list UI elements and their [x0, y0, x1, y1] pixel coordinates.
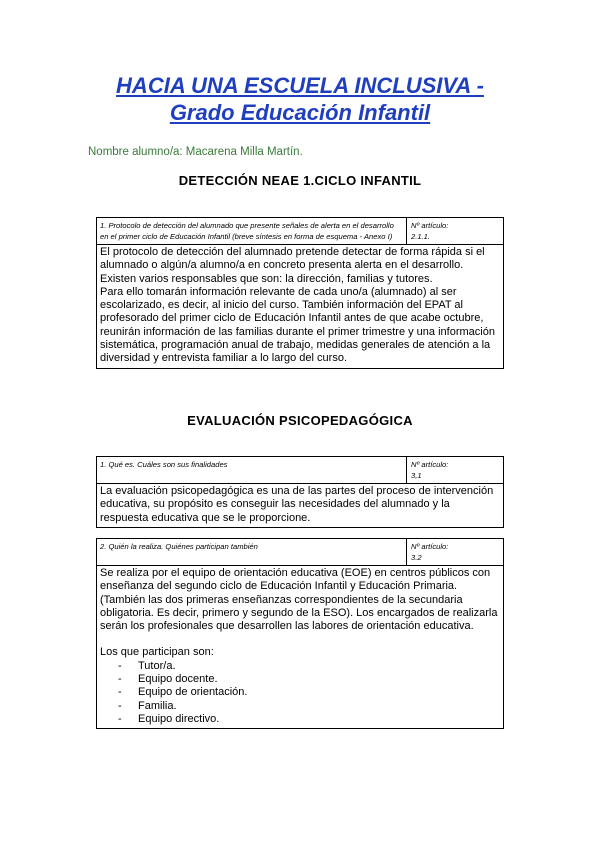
- title-line-1: HACIA UNA ESCUELA INCLUSIVA -: [116, 73, 484, 98]
- article-label: Nº artículo:: [411, 221, 449, 230]
- box-header: [97, 539, 503, 566]
- box-header: [97, 218, 503, 245]
- list-item: - Equipo directivo.: [118, 713, 500, 726]
- list-item: - Equipo de orientación.: [118, 686, 500, 699]
- paragraph: El protocolo de detección del alumnado pretende detectar de forma rápida si el alumnado o algún/a alumno/a en concreto presenta alerta en el desarrollo.: [100, 246, 485, 272]
- box-body: [97, 484, 503, 527]
- deteccion-box: [96, 217, 504, 369]
- student-name: Nombre alumno/a: Macarena Milla Martín.: [88, 146, 303, 158]
- section-heading-deteccion: DETECCIÓN NEAE 1.CICLO INFANTIL: [178, 173, 422, 188]
- box-header: [97, 457, 503, 484]
- article-cell: [407, 539, 503, 565]
- article-number: 2.1.1.: [411, 232, 430, 241]
- article-number: 3,1: [411, 471, 422, 480]
- section-heading-evaluacion: EVALUACIÓN PSICOPEDAGÓGICA: [187, 413, 413, 428]
- participants-list: [100, 660, 500, 726]
- article-cell: [407, 457, 503, 483]
- box-question: 1. Protocolo de detección del alumnado que presente señales de alerta en el desarrollo en el primer ciclo de Educación Infantil (breve síntesis en forma de esquema - Anexo I): [97, 218, 407, 244]
- paragraph: Existen varios responsables que son: la dirección, familias y tutores.: [100, 272, 433, 285]
- paragraph: La evaluación psicopedagógica es una de las partes del proceso de intervención educativa, su propósito es conseguir las necesidades del alumnado y la respuesta educativa que se le proporcione.: [100, 485, 494, 524]
- evaluacion-box-2: [96, 538, 504, 729]
- paragraph: Para ello tomarán información relevante de cada uno/a (alumnado) al ser escolarizado, es decir, al inicio del curso. También información del EPAT al profesorado del primer ciclo de Educación Infantil antes de que acabe octubre, reunirán información de las familias durante el primer trimestre y una información sistemática, programación anual de trabajo, medidas generales de atención a la diversidad y entrevista familiar a lo largo del curso.: [100, 285, 495, 365]
- title-line-2: Grado Educación Infantil: [169, 100, 431, 125]
- article-number: 3.2: [411, 553, 422, 562]
- article-label: Nº artículo:: [411, 460, 449, 469]
- document-title: [0, 72, 600, 126]
- article-label: Nº artículo:: [411, 542, 449, 551]
- box-body: [97, 245, 503, 368]
- box-question: 2. Quién la realiza. Quiénes participan también: [97, 539, 407, 565]
- evaluacion-box-1: [96, 456, 504, 528]
- list-intro: Los que participan son:: [100, 646, 214, 659]
- list-item: - Tutor/a.: [118, 660, 500, 673]
- list-item: - Equipo docente.: [118, 673, 500, 686]
- paragraph: Se realiza por el equipo de orientación educativa (EOE) en centros públicos con enseñanza del segundo ciclo de Educación Infantil y Educación Primaria. (También las dos primeras enseñanzas correspondientes de la secundaria obligatoria. Es decir, primero y segundo de la ESO). Los encargados de realizarla serán los profesionales que desarrollen las labores de orientación educativa.: [100, 567, 498, 633]
- article-cell: [407, 218, 503, 244]
- box-question: 1. Qué es. Cuáles son sus finalidades: [97, 457, 407, 483]
- box-body: [97, 566, 503, 728]
- list-item: - Familia.: [118, 700, 500, 713]
